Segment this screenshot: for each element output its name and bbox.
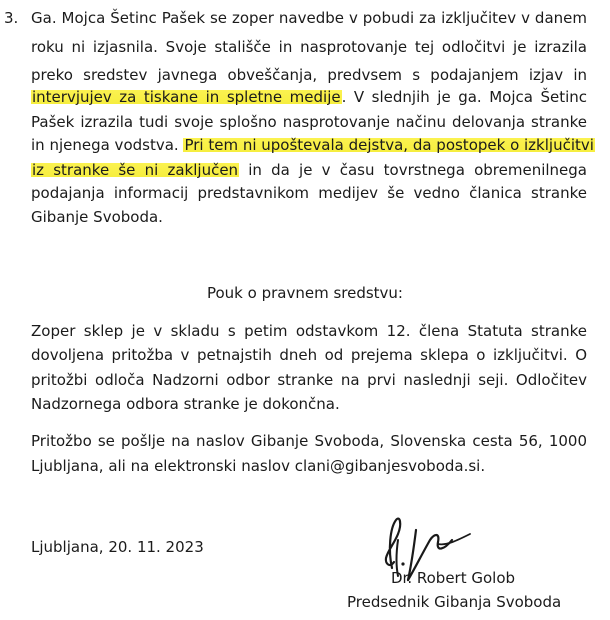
item-line-1: Ga. Mojca Šetinc Pašek se zoper navedbe v pobudi za izključitev v danem bbox=[31, 9, 587, 27]
item-line-8: podajanja informacij predstavnikom medijev še vedno članica stranke bbox=[31, 184, 587, 202]
item-line-6-start: in njenega vodstva. bbox=[31, 136, 184, 154]
signer-name: Dr. Robert Golob bbox=[391, 569, 516, 587]
item-number: 3. bbox=[4, 9, 19, 27]
item-line-9: Gibanje Svoboda. bbox=[31, 208, 163, 226]
remedy-p1-line-2: dovoljena pritožba v petnajstih dneh od prejema sklepa o izključitvi. O bbox=[31, 346, 587, 364]
item-line-4 bbox=[31, 86, 587, 108]
remedy-p2-line-1: Pritožbo se pošlje na naslov Gibanje Svoboda, Slovenska cesta 56, 1000 bbox=[31, 432, 587, 450]
remedy-heading: Pouk o pravnem sredstvu: bbox=[206, 284, 403, 302]
item-line-7 bbox=[31, 159, 587, 181]
remedy-p1-line-4: Nadzornega odbora stranke je dokončna. bbox=[31, 395, 340, 413]
item-line-2: roku ni izjasnila. Svoje stališče in nasprotovanje tej odločitvi je izrazila bbox=[31, 38, 587, 56]
item-line-7-rest: in da je v času tovrstnega obremenilnega bbox=[239, 161, 587, 179]
item-line-3: preko sredstev javnega obveščanja, predvsem s podajanjem izjav in bbox=[31, 66, 587, 84]
item-line-4-rest: . V slednjih je ga. Mojca Šetinc bbox=[341, 88, 588, 106]
remedy-p1-line-3: pritožbi odloča Nadzorni odbor stranke na prvi naslednji seji. Odločitev bbox=[31, 371, 587, 389]
signer-title: Predsednik Gibanja Svoboda bbox=[347, 593, 562, 611]
highlight-procedure-fact: Pri tem ni upoštevala dejstva, da postopek o izključitvi bbox=[184, 136, 594, 154]
item-line-6 bbox=[31, 134, 594, 156]
highlight-not-concluded: iz stranke še ni zaključen bbox=[32, 161, 239, 179]
highlight-media-interviews: intervjujev za tiskane in spletne medije bbox=[32, 88, 341, 106]
item-line-5: Pašek izrazila tudi svoje splošno nasprotovanje načinu delovanja stranke bbox=[31, 113, 587, 131]
remedy-p2-line-2: Ljubljana, ali na elektronski naslov clani@gibanjesvoboda.si. bbox=[31, 457, 486, 475]
place-date: Ljubljana, 20. 11. 2023 bbox=[31, 538, 204, 556]
remedy-p1-line-1: Zoper sklep je v skladu s petim odstavkom 12. člena Statuta stranke bbox=[31, 322, 587, 340]
